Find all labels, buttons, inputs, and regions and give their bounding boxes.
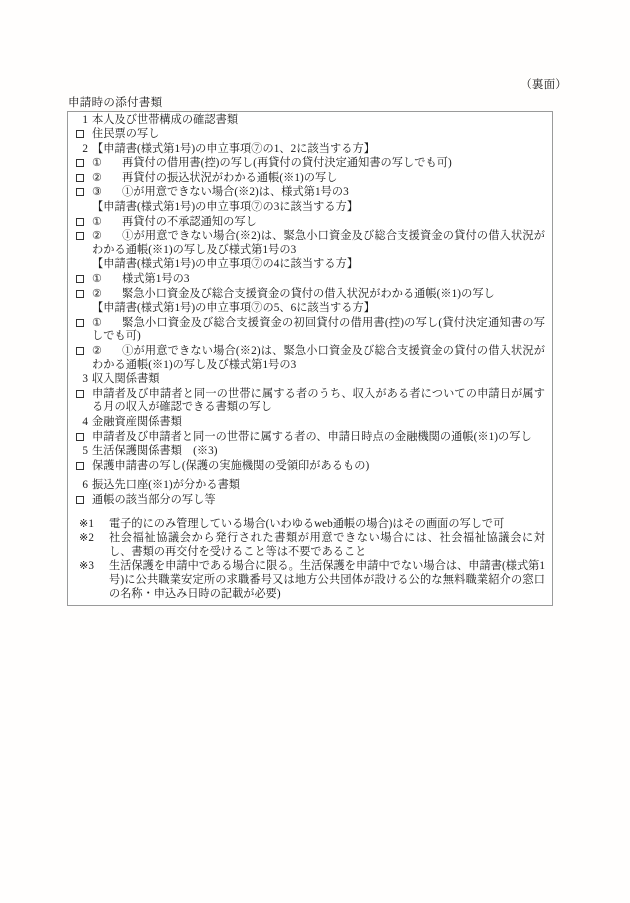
item-label: ①が用意できない場合(※2)は、緊急小口資金及び総合支援資金の貸付の借入状況がわかる通帳(※1)の写し及び様式第1号の3 [92, 230, 545, 256]
checklist-row [68, 430, 552, 445]
document-checkbox[interactable] [68, 273, 92, 287]
checklist-row [68, 287, 552, 302]
checklist-row [68, 128, 552, 143]
checklist-rows [68, 113, 552, 508]
checklist-item-text [92, 431, 552, 445]
section-bracket-label: 【申請書(様式第1号)の申立事項⑦の3に該当する方】 [92, 201, 359, 214]
section-bracket-label: 【申請書(様式第1号)の申立事項⑦の4に該当する方】 [92, 258, 359, 271]
item-marker: ② [92, 230, 103, 243]
document-checkbox[interactable] [68, 317, 92, 331]
checkbox-square-icon [76, 319, 84, 327]
section-heading-label: 金融資産関係書類 [92, 415, 182, 428]
checklist-item-text [92, 460, 552, 474]
item-marker: ① [92, 273, 103, 286]
checkbox-square-icon [76, 174, 84, 182]
document-checkbox[interactable] [68, 345, 92, 359]
checklist-item-text [92, 317, 552, 344]
checklist-row [68, 171, 552, 186]
checklist-row [68, 345, 552, 373]
footnote-row [79, 531, 545, 559]
footnote-text: 社会福祉協議会から発行された書類が用意できない場合には、社会福祉協議会に対し、書類の再交付を受けること等は不要であること [109, 532, 545, 559]
document-checkbox[interactable] [68, 388, 92, 402]
item-label: 通帳の該当部分の写し等 [92, 493, 216, 506]
section-heading-row [68, 415, 552, 430]
section-number: 5 [82, 445, 88, 458]
item-label: 再貸付の振込状況がわかる通帳(※1)の写し [122, 171, 338, 184]
item-label: 緊急小口資金及び総合支援資金の初回貸付の借用書(控)の写し(貸付決定通知書の写しでも可) [92, 316, 545, 343]
checklist-row [68, 157, 552, 172]
footnote-row [79, 559, 545, 601]
attachment-documents-box [67, 111, 553, 606]
document-checkbox[interactable] [68, 157, 92, 171]
checkbox-square-icon [76, 290, 84, 298]
item-label: ①が用意できない場合(※2)は、緊急小口資金及び総合支援資金の貸付の借入状況がわかる通帳(※1)の写し及び様式第1号の3 [92, 345, 545, 371]
section-number: 2 [82, 142, 88, 155]
document-checkbox[interactable] [68, 494, 92, 508]
checklist-row [68, 215, 552, 230]
document-checkbox[interactable] [68, 431, 92, 445]
checklist-row [68, 273, 552, 288]
checklist-item-text [92, 172, 552, 186]
checklist-item-text [92, 494, 552, 508]
item-marker: ② [92, 287, 103, 300]
document-checkbox[interactable] [68, 128, 92, 142]
checklist-item-text [92, 128, 552, 142]
checkbox-square-icon [76, 188, 84, 196]
item-label: ①が用意できない場合(※2)は、様式第1号の3 [122, 186, 349, 199]
checklist-item-text [92, 388, 552, 415]
document-checkbox[interactable] [68, 460, 92, 474]
checklist-item-text [92, 157, 552, 171]
section-heading-row [68, 445, 552, 460]
item-label: 申請者及び申請者と同一の世帯に属する者の、申請日時点の金融機関の通帳(※1)の写し [92, 430, 532, 443]
item-marker: ② [92, 345, 103, 357]
checklist-item-text [92, 186, 552, 200]
item-marker: ③ [92, 186, 103, 199]
item-label: 申請者及び申請者と同一の世帯に属する者のうち、収入がある者についての申請日が属する月の収入が確認できる書類の写し [92, 387, 545, 414]
checkbox-square-icon [76, 130, 84, 138]
checklist-row [68, 459, 552, 474]
checklist-row [68, 387, 552, 415]
document-checkbox[interactable] [68, 288, 92, 302]
section-heading-label: 本人及び世帯構成の確認書類 [92, 113, 239, 126]
section-heading-row [68, 479, 552, 494]
checklist-item-text [92, 230, 552, 257]
item-marker: ① [92, 215, 103, 228]
section-number: 1 [82, 113, 88, 126]
section-heading-row [68, 373, 552, 388]
item-label: 緊急小口資金及び総合支援資金の貸付の借入状況がわかる通帳(※1)の写し [122, 287, 495, 300]
checklist-item-text [92, 216, 552, 230]
checklist-row [68, 186, 552, 201]
section-heading-label: 【申請書(様式第1号)の申立事項⑦の1、2に該当する方】 [92, 142, 375, 155]
checklist-item-text [92, 288, 552, 302]
item-marker: ① [92, 157, 103, 170]
section-number: 6 [82, 479, 88, 492]
section-number: 3 [82, 373, 88, 386]
section-heading-label: 生活保護関係書類 (※3) [92, 445, 218, 458]
item-label: 再貸付の不承認通知の写し [122, 215, 257, 228]
checkbox-square-icon [76, 390, 84, 398]
checkbox-square-icon [76, 159, 84, 167]
footnote-text: 生活保護を申請中である場合に限る。生活保護を申請中でない場合は、申請書(様式第1号)に公共職業安定所の求職番号又は地方公共団体が設ける公的な無料職業紹介の窓口の名称・申込み日時の記載が必要) [109, 560, 545, 601]
checkbox-square-icon [76, 433, 84, 441]
back-side-label: （裏面） [520, 79, 567, 91]
footnote-marker: ※3 [79, 560, 94, 573]
footnote-text: 電子的にのみ管理している場合(いわゆるweb通帳の場合)はその画面の写しで可 [109, 518, 505, 531]
item-label: 様式第1号の3 [122, 273, 190, 286]
checkbox-square-icon [76, 218, 84, 226]
checklist-item-text [92, 273, 552, 287]
section-heading-label: 収入関係書類 [92, 373, 160, 386]
footnote-row [79, 517, 545, 531]
item-label: 住民票の写し [92, 128, 160, 141]
checklist-row [68, 316, 552, 344]
item-marker: ② [92, 171, 103, 184]
document-checkbox[interactable] [68, 172, 92, 186]
checkbox-square-icon [76, 462, 84, 470]
item-label: 再貸付の借用書(控)の写し(再貸付の貸付決定通知書の写しでも可) [122, 157, 452, 170]
checklist-item-text [92, 345, 552, 372]
document-checkbox[interactable] [68, 216, 92, 230]
footnote-marker: ※1 [79, 518, 94, 531]
section-heading-row [68, 142, 552, 157]
section-number: 4 [82, 415, 88, 428]
checkbox-square-icon [76, 275, 84, 283]
section-bracket-row [68, 258, 552, 273]
section-bracket-row [68, 302, 552, 317]
document-checkbox[interactable] [68, 230, 92, 244]
notes-spacer [68, 508, 552, 517]
document-checkbox[interactable] [68, 186, 92, 200]
page-title: 申請時の添付書類 [68, 97, 163, 109]
checkbox-square-icon [76, 232, 84, 240]
checkbox-square-icon [76, 496, 84, 504]
checkbox-square-icon [76, 347, 84, 355]
section-heading-label: 振込先口座(※1)が分かる書類 [92, 479, 241, 492]
item-label: 保護申請書の写し(保護の実施機関の受領印があるもの) [92, 459, 370, 472]
checklist-row [68, 230, 552, 258]
section-heading-row [68, 113, 552, 128]
section-bracket-label: 【申請書(様式第1号)の申立事項⑦の5、6に該当する方】 [92, 302, 375, 315]
checklist-row [68, 493, 552, 508]
footnote-marker: ※2 [79, 532, 94, 545]
section-bracket-row [68, 201, 552, 216]
footnotes [68, 517, 552, 601]
item-marker: ① [92, 316, 103, 329]
